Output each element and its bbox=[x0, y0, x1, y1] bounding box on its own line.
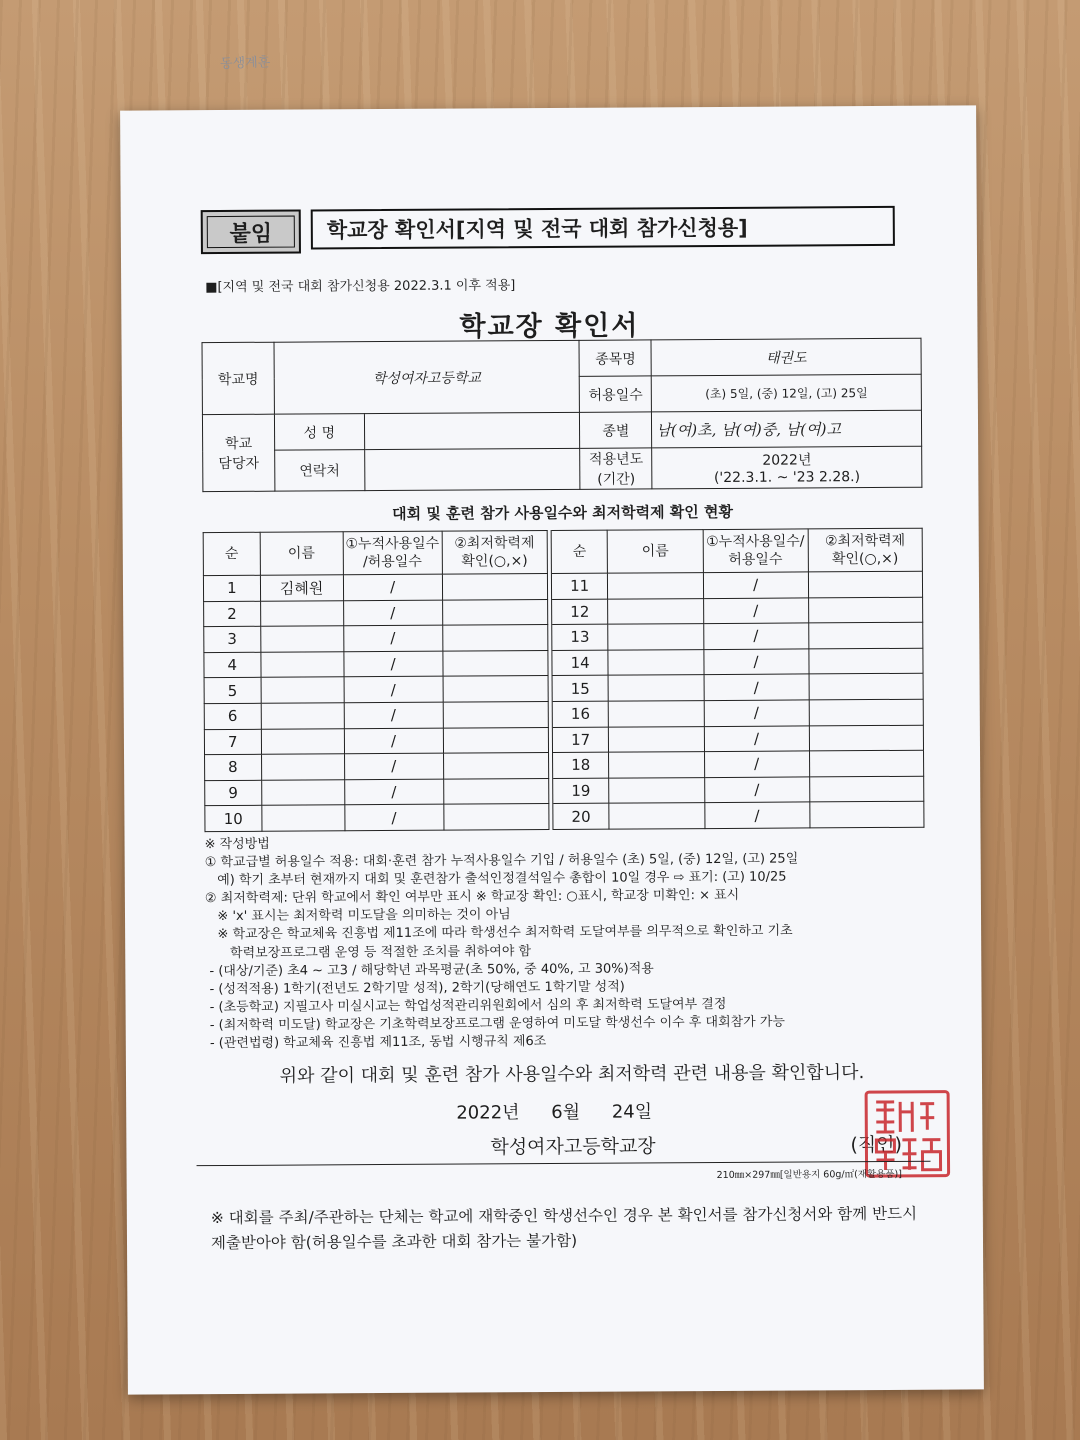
note-line: - (초등학교) 지필고사 미실시교는 학업성적관리위원회에서 심의 후 최저학력 도달여부 결정 bbox=[205, 996, 727, 1015]
row-name-2 bbox=[608, 598, 703, 624]
row-no: 5 bbox=[204, 678, 261, 704]
confirmation-statement: 위와 같이 대회 및 훈련 참가 사용일수와 최저학력 관련 내용을 확인합니다. bbox=[279, 1062, 865, 1087]
row-days-2: / bbox=[703, 649, 808, 675]
row-name-2 bbox=[609, 726, 704, 752]
name-label: 성 명 bbox=[274, 414, 364, 451]
school-name-label: 학교명 bbox=[202, 342, 274, 414]
writing-guide-notes bbox=[205, 832, 936, 1054]
row-days: / bbox=[344, 753, 443, 779]
note-line: 학력보장프로그램 운영 등 적절한 조치를 취하여야 함 bbox=[205, 943, 532, 961]
row-days: / bbox=[343, 600, 442, 626]
principal-title: 학성여자고등학교장 bbox=[490, 1135, 656, 1159]
row-no: 6 bbox=[204, 703, 261, 729]
allowed-days-label: 허용일수 bbox=[580, 376, 652, 412]
row-days-2: / bbox=[703, 623, 808, 649]
row-days-2: / bbox=[704, 751, 809, 777]
row-days: / bbox=[344, 702, 443, 728]
document-paper bbox=[120, 105, 984, 1394]
notice-line: ■[지역 및 전국 대회 참가신청용 2022.3.1 이후 적용] bbox=[205, 278, 516, 296]
row-name bbox=[261, 703, 344, 729]
row-no: 3 bbox=[204, 626, 261, 652]
row-days: / bbox=[343, 574, 442, 600]
row-check bbox=[442, 574, 547, 600]
row-no-2: 20 bbox=[553, 803, 610, 829]
section-title: 대회 및 훈련 참가 사용일수와 최저학력제 확인 현황 bbox=[392, 502, 734, 523]
col-header-days-2-line2: 허용일수 bbox=[728, 551, 783, 568]
row-check bbox=[443, 676, 548, 702]
row-check-2 bbox=[809, 776, 923, 802]
manager-label-line2: 담당자 bbox=[218, 455, 260, 473]
school-name-value: 학성여자고등학교 bbox=[274, 340, 580, 414]
row-check bbox=[443, 753, 548, 779]
year-label bbox=[580, 448, 652, 489]
col-header-check-line2: 확인(○,×) bbox=[461, 553, 528, 570]
row-name bbox=[260, 600, 343, 626]
date-day: 24일 bbox=[611, 1101, 653, 1123]
row-name bbox=[261, 652, 344, 678]
year-label-line1: 적용년도 bbox=[588, 451, 644, 468]
year-label-line2: (기간) bbox=[597, 471, 636, 488]
row-no-2: 18 bbox=[552, 752, 609, 778]
col-header-check-line1: ②최저학력제 bbox=[454, 535, 535, 552]
table-header-row bbox=[203, 528, 922, 575]
row-days: / bbox=[344, 728, 443, 754]
note-line: ※ 작성방법 bbox=[204, 836, 270, 853]
row-days: / bbox=[344, 805, 443, 831]
date-year: 2022년 bbox=[456, 1102, 520, 1124]
row-days-2: / bbox=[703, 572, 808, 598]
row-name-2 bbox=[609, 752, 704, 778]
row-check bbox=[442, 599, 547, 625]
seal-placeholder-text: (직인) bbox=[850, 1133, 903, 1157]
category-value: 남(여)초, 남(여)중, 남(여)고 bbox=[652, 410, 922, 448]
category-label: 종별 bbox=[580, 412, 652, 448]
col-header-check bbox=[442, 531, 547, 575]
row-check-2 bbox=[809, 750, 923, 776]
row-check bbox=[443, 650, 548, 676]
row-days: / bbox=[343, 625, 442, 651]
row-no: 4 bbox=[204, 652, 261, 678]
row-name bbox=[261, 677, 344, 703]
col-header-days-line1: ①누적사용일수 bbox=[345, 535, 440, 553]
document-title-box bbox=[311, 206, 895, 250]
row-check-2 bbox=[809, 725, 923, 751]
row-no: 10 bbox=[205, 806, 262, 832]
col-header-no-2: 순 bbox=[551, 530, 608, 573]
note-line: ② 최저학력제: 단위 학교에서 확인 여부만 표시 ※ 학교장 확인: ○표시, 학교장 미확인: × 표시 bbox=[204, 888, 740, 907]
document-header bbox=[201, 206, 895, 254]
note-line: - (성적적용) 1학기(전년도 2학기말 성적), 2학기(당해연도 1학기말 성적) bbox=[205, 979, 625, 997]
row-name bbox=[261, 780, 344, 806]
row-check-2 bbox=[809, 802, 923, 828]
row-name bbox=[261, 728, 344, 754]
row-days-2: / bbox=[704, 802, 809, 828]
note-line: - (최저학력 미도달) 학교장은 기초학력보장프로그램 운영하여 미도달 학생선수 이수 후 대회참가 가능 bbox=[205, 1014, 786, 1034]
row-check-2 bbox=[809, 648, 923, 674]
row-no-2: 19 bbox=[553, 778, 610, 804]
row-name-2 bbox=[608, 624, 703, 650]
participation-table bbox=[203, 528, 925, 832]
row-name-2 bbox=[609, 777, 704, 803]
row-no: 9 bbox=[205, 780, 262, 806]
sport-value: 태권도 bbox=[651, 338, 921, 376]
manager-label bbox=[202, 414, 274, 491]
table-row bbox=[205, 802, 924, 832]
row-check bbox=[442, 625, 547, 651]
row-check-2 bbox=[808, 571, 922, 597]
date-month: 6월 bbox=[551, 1101, 581, 1124]
allowed-days-value: (초) 5일, (중) 12일, (고) 25일 bbox=[652, 374, 922, 412]
year-value bbox=[652, 446, 922, 489]
row-check-2 bbox=[808, 622, 922, 648]
row-days-2: / bbox=[703, 598, 808, 624]
note-line: ※ 학교장은 학교체육 진흥법 제11조에 따라 학생선수 최저학력 도달여부를 의무적으로 확인하고 기초 bbox=[205, 924, 793, 943]
row-name bbox=[260, 626, 343, 652]
attachment-label: 붙임 bbox=[229, 221, 273, 247]
attachment-inner-border bbox=[207, 216, 295, 249]
issue-date bbox=[126, 1095, 982, 1126]
row-no: 7 bbox=[204, 729, 261, 755]
col-header-days-2-line1: ①누적사용일수/ bbox=[706, 533, 805, 551]
row-no: 8 bbox=[205, 754, 262, 780]
note-line: ※ 'x' 표시는 최저학력 미도달을 의미하는 것이 아님 bbox=[204, 907, 511, 925]
row-no-2: 15 bbox=[552, 676, 609, 702]
note-line: 예) 학기 초부터 현재까지 대회 및 훈련참가 출석인정결석일수 총합이 10일 경우 ⇨ 표기: (고) 10/25 bbox=[204, 869, 787, 889]
col-header-check-2-line1: ②최저학력제 bbox=[824, 532, 906, 550]
signature-divider bbox=[197, 1161, 931, 1166]
row-check bbox=[443, 701, 548, 727]
col-header-days-line2: /허용일수 bbox=[362, 553, 422, 571]
note-line: ① 학교급별 허용일수 적용: 대회·훈련 참가 누적사용일수 기입 / 허용일수 (초) 5일, (중) 12일, (고) 25일 bbox=[204, 851, 799, 871]
row-days-2: / bbox=[704, 700, 809, 726]
year-value-line2: ('22.3.1. ~ '23 2.28.) bbox=[713, 469, 861, 487]
col-header-name: 이름 bbox=[260, 532, 343, 576]
col-header-check-2-line2: 확인(○,×) bbox=[831, 550, 899, 568]
sport-label: 종목명 bbox=[579, 340, 651, 376]
row-name-2 bbox=[608, 573, 703, 599]
row-check bbox=[443, 778, 548, 804]
row-name bbox=[261, 805, 344, 831]
row-days-2: / bbox=[704, 777, 809, 803]
col-header-days bbox=[343, 531, 442, 575]
year-value-line1: 2022년 bbox=[762, 452, 812, 469]
row-no-2: 12 bbox=[551, 599, 608, 625]
row-name bbox=[261, 754, 344, 780]
footer-note: ※ 대회를 주최/주관하는 단체는 학교에 재학중인 학생선수인 경우 본 확인서를 참가신청서와 함께 반드시 제출받아야 함(허용일수를 초과한 대회 참가는 불가함) bbox=[210, 1204, 918, 1253]
row-days: / bbox=[343, 651, 442, 677]
row-name-2 bbox=[608, 675, 703, 701]
col-header-check-2 bbox=[808, 528, 923, 572]
row-days-2: / bbox=[704, 674, 809, 700]
col-header-name-2: 이름 bbox=[608, 530, 703, 574]
row-days: / bbox=[344, 779, 443, 805]
note-line: - (관련법령) 학교체육 진흥법 제11조, 동법 시행규칙 제6조 bbox=[205, 1034, 547, 1052]
row-check bbox=[443, 804, 548, 830]
attachment-label-box bbox=[201, 210, 301, 255]
row-no: 2 bbox=[204, 601, 261, 627]
document-title: 학교장 확인서[지역 및 전국 대회 참가신청용] bbox=[326, 215, 748, 243]
row-check-2 bbox=[809, 699, 923, 725]
row-name-2 bbox=[609, 803, 704, 829]
col-header-no: 순 bbox=[203, 532, 260, 575]
row-no-2: 16 bbox=[552, 701, 609, 727]
row-name-2 bbox=[608, 649, 703, 675]
row-check bbox=[443, 727, 548, 753]
main-title: 학교장 확인서 bbox=[459, 310, 640, 343]
manager-label-line1: 학교 bbox=[224, 435, 253, 452]
row-check-2 bbox=[808, 597, 922, 623]
school-info-table bbox=[202, 338, 923, 492]
row-no-2: 17 bbox=[552, 727, 609, 753]
col-header-days-2 bbox=[703, 529, 808, 573]
row-no: 1 bbox=[203, 575, 260, 601]
row-no-2: 13 bbox=[552, 624, 609, 650]
note-line: - (대상/기준) 초4 ~ 고3 / 해당학년 과목평균(초 50%, 중 40%, 고 30%)적용 bbox=[205, 961, 654, 979]
contact-label: 연락처 bbox=[275, 450, 365, 492]
row-days: / bbox=[344, 677, 443, 703]
contact-value bbox=[364, 448, 580, 490]
name-value bbox=[364, 412, 580, 449]
row-no-2: 11 bbox=[551, 573, 608, 599]
paper-spec: 210㎜×297㎜[일반용지 60g/㎡(재활용품)] bbox=[716, 1168, 902, 1182]
handwritten-scribble: 동생계훈 bbox=[219, 55, 271, 72]
row-name-2 bbox=[609, 701, 704, 727]
row-check-2 bbox=[809, 674, 923, 700]
row-days-2: / bbox=[704, 725, 809, 751]
row-name: 김혜원 bbox=[260, 575, 343, 601]
row-no-2: 14 bbox=[552, 650, 609, 676]
